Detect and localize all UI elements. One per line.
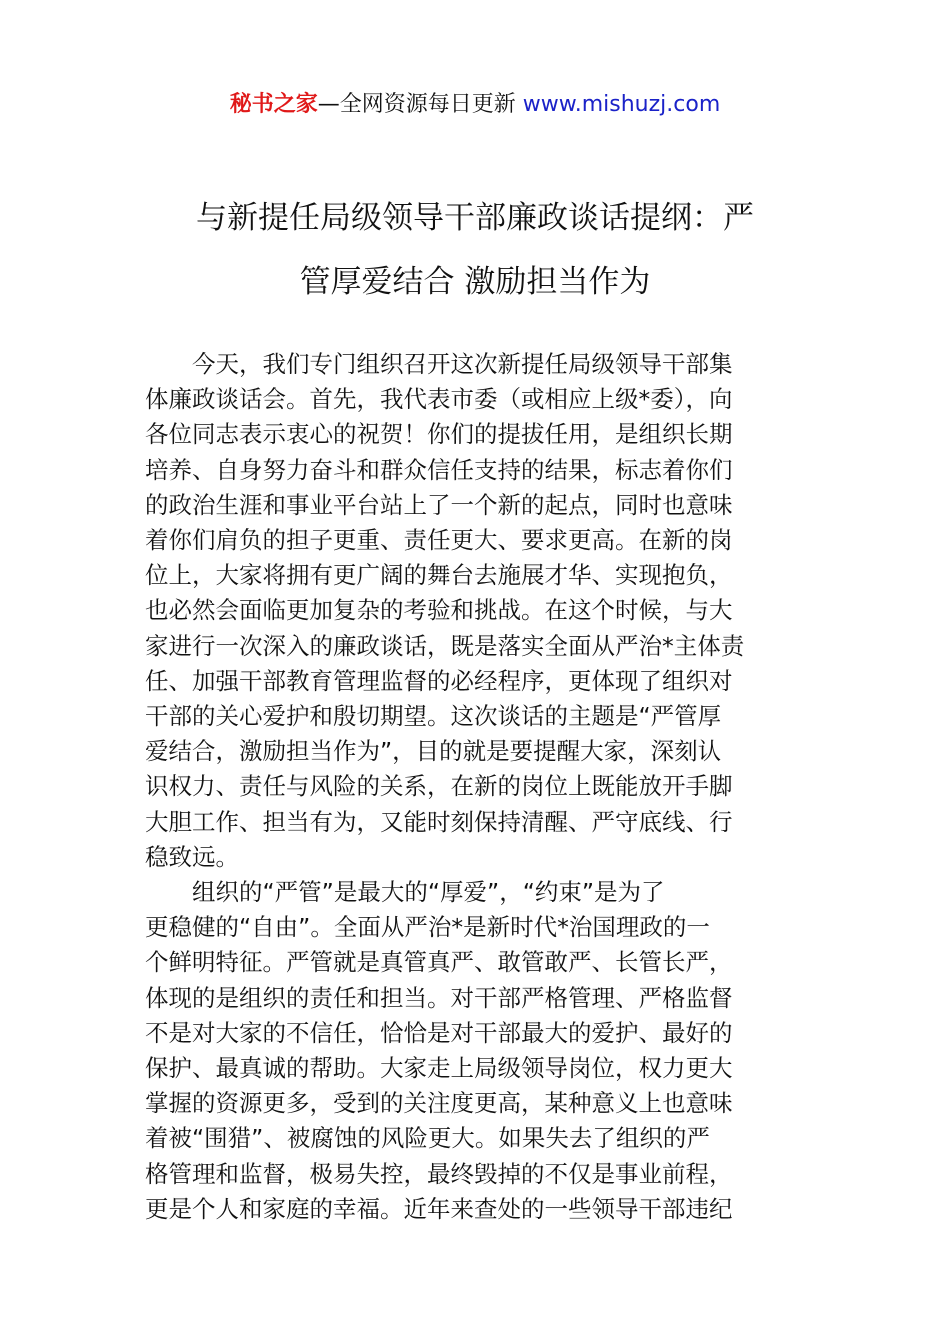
document-body <box>145 347 808 1227</box>
brand-name: 秘书之家 <box>229 92 318 117</box>
text-line: 大胆工作、担当有为，又能时刻保持清醒、严守底线、行 <box>145 807 733 836</box>
text-line: 更稳健的“自由”。全面从严治*是新时代*治国理政的一 <box>145 913 710 942</box>
text-line: 也必然会面临更加复杂的考验和挑战。在这个时候，与大 <box>145 596 733 625</box>
text-line: 干部的关心爱护和殷切期望。这次谈话的主题是“严管厚 <box>145 702 722 731</box>
title-line: 与新提任局级领导干部廉政谈话提纲：严 <box>196 200 754 236</box>
text-line: 家进行一次深入的廉政谈话，既是落实全面从严治*主体责 <box>145 631 745 660</box>
text-line: 爱结合，激励担当作为”，目的就是要提醒大家，深刻认 <box>145 737 722 766</box>
text-line: 着被“围猎”、被腐蚀的风险更大。如果失去了组织的严 <box>145 1124 710 1153</box>
banner-tagline: —全网资源每日更新 <box>317 92 523 117</box>
text-line: 着你们肩负的担子更重、责任更大、要求更高。在新的岗 <box>145 526 733 555</box>
text-line: 格管理和监督，极易失控，最终毁掉的不仅是事业前程， <box>145 1159 733 1188</box>
text-line: 不是对大家的不信任，恰恰是对干部最大的爱护、最好的 <box>145 1018 733 1047</box>
paragraph-2 <box>145 875 808 1227</box>
text-line: 稳致远。 <box>145 842 239 871</box>
text-line: 体现的是组织的责任和担当。对干部严格管理、严格监督 <box>145 983 733 1012</box>
text-line: 任、加强干部教育管理监督的必经程序，更体现了组织对 <box>145 666 733 695</box>
text-line: 培养、自身努力奋斗和群众信任支持的结果，标志着你们 <box>145 455 733 484</box>
text-line: 今天，我们专门组织召开这次新提任局级领导干部集 <box>192 350 733 378</box>
text-line: 识权力、责任与风险的关系，在新的岗位上既能放开手脚 <box>145 772 733 801</box>
text-line: 更是个人和家庭的幸福。近年来查处的一些领导干部违纪 <box>145 1194 733 1223</box>
text-line: 组织的“严管”是最大的“厚爱”，“约束”是为了 <box>192 878 665 907</box>
text-line: 掌握的资源更多，受到的关注度更高，某种意义上也意味 <box>145 1089 733 1118</box>
text-line: 位上，大家将拥有更广阔的舞台去施展才华、实现抱负， <box>145 561 733 590</box>
text-line: 各位同志表示衷心的祝贺！你们的提拔任用，是组织长期 <box>145 420 733 449</box>
paragraph-1 <box>145 347 808 875</box>
text-line: 的政治生涯和事业平台站上了一个新的起点，同时也意味 <box>145 490 733 519</box>
text-line: 个鲜明特征。严管就是真管真严、敢管敢严、长管长严， <box>145 948 733 977</box>
title-line: 管厚爱结合 激励担当作为 <box>299 264 651 300</box>
site-banner <box>0 88 950 122</box>
text-line: 体廉政谈话会。首先，我代表市委（或相应上级*委），向 <box>145 385 733 414</box>
site-url-link[interactable]: www.mishuzj.com <box>522 92 721 117</box>
document-title <box>145 186 805 314</box>
text-line: 保护、最真诚的帮助。大家走上局级领导岗位，权力更大 <box>145 1054 733 1083</box>
